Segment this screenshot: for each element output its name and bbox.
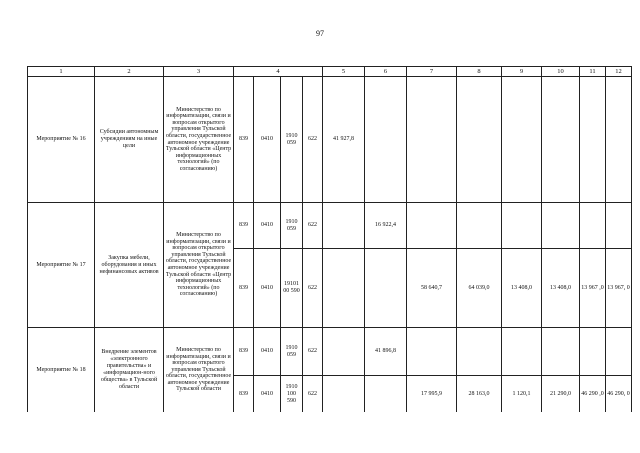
- value-cell-10: 13 408,0: [542, 249, 580, 328]
- header-cell-6: 6: [365, 67, 407, 77]
- value-cell-11: 13 967 ,0: [580, 249, 606, 328]
- page-number: 97: [316, 29, 324, 38]
- csr-code-cell: 1910 059: [281, 77, 303, 203]
- header-row: [28, 67, 632, 77]
- header-cell-2: 2: [95, 67, 164, 77]
- rzpr-code-cell: 0410: [254, 77, 281, 203]
- vr-code-cell: 622: [303, 376, 323, 413]
- value-cell-7: [407, 328, 457, 376]
- value-cell-7: 17 995,9: [407, 376, 457, 413]
- grbs-code-cell: 839: [234, 249, 254, 328]
- value-cell-8: 28 163,0: [457, 376, 502, 413]
- csr-code-cell: 1910 100 590: [281, 376, 303, 413]
- csr-code-cell: 1910 059: [281, 328, 303, 376]
- event-name-cell: Мероприятие № 16: [28, 77, 95, 203]
- header-cell-9: 9: [502, 67, 542, 77]
- header-cell-3: 3: [164, 67, 234, 77]
- ministry-cell: Министерство по информатизации, связи и вопросам открытого управления Тульской области, государственное автономное учреждение Тульской области: [164, 328, 234, 413]
- table-row: [28, 203, 632, 249]
- value-cell-5: 41 927,8: [323, 77, 365, 203]
- value-cell-5: [323, 328, 365, 376]
- header-cell-4: 4: [234, 67, 323, 77]
- value-cell-6: [365, 249, 407, 328]
- value-cell-11: [580, 203, 606, 249]
- header-cell-7: 7: [407, 67, 457, 77]
- header-cell-12: 12: [606, 67, 632, 77]
- value-cell-5: [323, 203, 365, 249]
- ministry-cell: Министерство по информатизации, связи и вопросам открытого управления Тульской области, государственное автономное учреждение Тульской области «Центр информационных технологий» (по согласованию): [164, 77, 234, 203]
- csr-code-cell: 1910 059: [281, 203, 303, 249]
- header-cell-11: 11: [580, 67, 606, 77]
- value-cell-10: [542, 328, 580, 376]
- value-cell-11: [580, 328, 606, 376]
- event-name-cell: Мероприятие № 18: [28, 328, 95, 413]
- rzpr-code-cell: 0410: [254, 376, 281, 413]
- value-cell-9: [502, 203, 542, 249]
- value-cell-5: [323, 249, 365, 328]
- vr-code-cell: 622: [303, 328, 323, 376]
- value-cell-12: [606, 203, 632, 249]
- value-cell-7: [407, 203, 457, 249]
- csr-code-cell: 19101 00 590: [281, 249, 303, 328]
- value-cell-11: 46 290 ,0: [580, 376, 606, 413]
- grbs-code-cell: 839: [234, 203, 254, 249]
- table-row: [28, 77, 632, 203]
- value-cell-9: [502, 77, 542, 203]
- value-cell-12: [606, 328, 632, 376]
- header-cell-8: 8: [457, 67, 502, 77]
- rzpr-code-cell: 0410: [254, 203, 281, 249]
- value-cell-10: [542, 77, 580, 203]
- value-cell-7: 58 640,7: [407, 249, 457, 328]
- grbs-code-cell: 839: [234, 328, 254, 376]
- value-cell-9: 1 120,1: [502, 376, 542, 413]
- header-cell-1: 1: [28, 67, 95, 77]
- vr-code-cell: 622: [303, 249, 323, 328]
- value-cell-9: [502, 328, 542, 376]
- vr-code-cell: 622: [303, 203, 323, 249]
- grbs-code-cell: 839: [234, 77, 254, 203]
- value-cell-7: [407, 77, 457, 203]
- value-cell-12: 13 967, 0: [606, 249, 632, 328]
- header-cell-5: 5: [323, 67, 365, 77]
- value-cell-8: 64 039,0: [457, 249, 502, 328]
- purpose-cell: Внедрение элементов «электронного правительства» и «информацион-ного общества» в Тульской области: [95, 328, 164, 413]
- value-cell-8: [457, 203, 502, 249]
- ministry-cell: Министерство по информатизации, связи и вопросам открытого управления Тульской области, государственное автономное учреждение Тульской области «Центр информационных технологий» (по согласованию): [164, 203, 234, 328]
- value-cell-12: 46 290, 0: [606, 376, 632, 413]
- value-cell-6: 16 922,4: [365, 203, 407, 249]
- value-cell-6: [365, 77, 407, 203]
- budget-table: [27, 66, 632, 412]
- header-cell-10: 10: [542, 67, 580, 77]
- purpose-cell: Закупка мебели, оборудования и иных нефинансовых активов: [95, 203, 164, 328]
- rzpr-code-cell: 0410: [254, 328, 281, 376]
- rzpr-code-cell: 0410: [254, 249, 281, 328]
- event-name-cell: Мероприятие № 17: [28, 203, 95, 328]
- value-cell-8: [457, 328, 502, 376]
- value-cell-8: [457, 77, 502, 203]
- value-cell-10: 21 290,0: [542, 376, 580, 413]
- value-cell-6: 41 896,8: [365, 328, 407, 376]
- value-cell-5: [323, 376, 365, 413]
- value-cell-6: [365, 376, 407, 413]
- value-cell-12: [606, 77, 632, 203]
- grbs-code-cell: 839: [234, 376, 254, 413]
- vr-code-cell: 622: [303, 77, 323, 203]
- value-cell-11: [580, 77, 606, 203]
- value-cell-10: [542, 203, 580, 249]
- value-cell-9: 13 408,0: [502, 249, 542, 328]
- purpose-cell: Субсидии автономным учреждениям на иные цели: [95, 77, 164, 203]
- table-row: [28, 328, 632, 376]
